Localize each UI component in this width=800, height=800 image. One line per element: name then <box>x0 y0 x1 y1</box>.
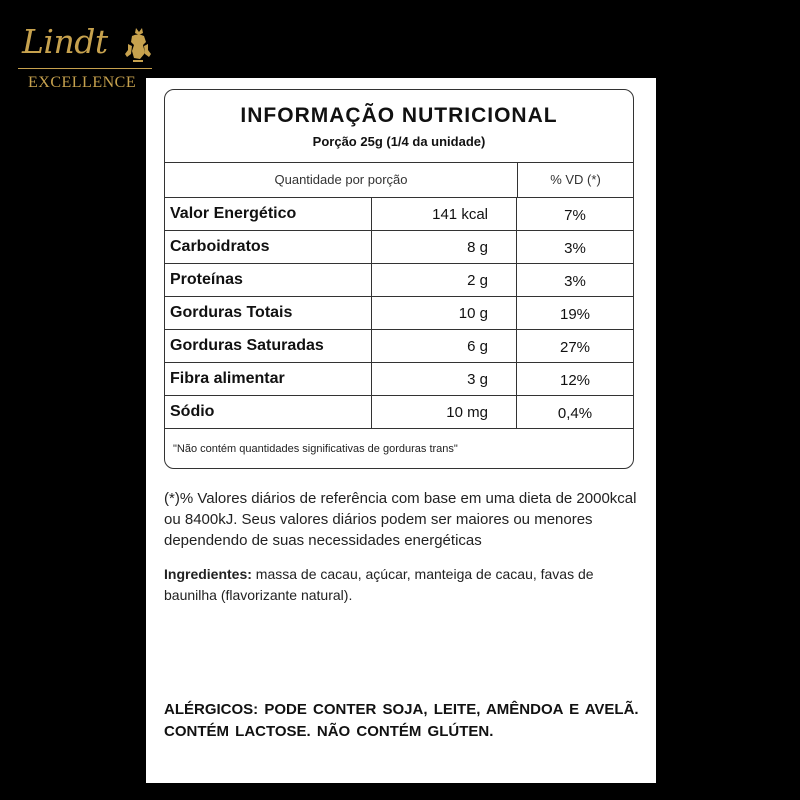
nutrient-name: Proteínas <box>165 264 372 296</box>
ingredients-text: massa de cacau, açúcar, manteiga de cacau, favas de baunilha (flavorizante natural). <box>164 566 594 603</box>
nutrient-row <box>165 330 633 363</box>
column-header-vd: % VD (*) <box>550 172 601 187</box>
nutrition-table <box>164 89 634 469</box>
nutrient-daily-value: 0,4% <box>557 405 593 422</box>
ingredients <box>164 564 644 606</box>
brand-logo <box>18 22 158 102</box>
nutrient-daily-value: 3% <box>564 240 586 257</box>
nutrient-row <box>165 396 633 429</box>
nutrient-name: Valor Energético <box>165 198 372 230</box>
daily-value-note: (*)% Valores diários de referência com base em uma dieta de 2000kcal ou 8400kJ. Seus valores diários podem ser maiores ou menores dependendo de suas necessidades energéticas <box>164 490 637 549</box>
nutrient-row <box>165 231 633 264</box>
table-title: INFORMAÇÃO NUTRICIONAL <box>240 104 558 127</box>
ingredients-label: Ingredientes: <box>164 566 252 582</box>
nutrient-row <box>165 363 633 396</box>
lion-crest-icon <box>118 24 158 64</box>
allergens-statement: ALÉRGICOS: PODE CONTER SOJA, LEITE, AMÊNDOA E AVELÃ. CONTÉM LACTOSE. NÃO CONTÉM GLÚTEN. <box>164 701 639 740</box>
table-body <box>165 198 633 429</box>
nutrient-quantity: 141 kcal <box>372 198 517 230</box>
trans-fat-footnote: "Não contém quantidades significativas de gorduras trans" <box>173 443 458 455</box>
nutrient-name: Sódio <box>165 396 372 428</box>
nutrient-daily-value: 3% <box>564 273 586 290</box>
nutrient-row <box>165 297 633 330</box>
nutrient-quantity: 8 g <box>372 231 517 263</box>
brand-script-name: Lindt <box>22 22 108 61</box>
nutrient-daily-value: 12% <box>559 372 591 389</box>
nutrient-quantity: 2 g <box>372 264 517 296</box>
nutrient-quantity: 10 mg <box>372 396 517 428</box>
brand-line-name: EXCELLENCE <box>28 74 137 91</box>
table-header <box>165 162 633 198</box>
nutrient-daily-value: 7% <box>564 207 586 224</box>
nutrient-row <box>165 198 633 231</box>
column-header-quantity: Quantidade por porção <box>165 163 518 197</box>
nutrient-daily-value: 19% <box>559 306 591 323</box>
portion-size: Porção 25g (1/4 da unidade) <box>312 134 486 149</box>
label-panel <box>146 78 656 783</box>
nutrient-name: Carboidratos <box>165 231 372 263</box>
nutrient-name: Fibra alimentar <box>165 363 372 395</box>
nutrient-name: Gorduras Totais <box>165 297 372 329</box>
nutrient-quantity: 6 g <box>372 330 517 362</box>
nutrient-row <box>165 264 633 297</box>
nutrient-daily-value: 27% <box>559 339 591 356</box>
nutrient-quantity: 10 g <box>372 297 517 329</box>
nutrient-name: Gorduras Saturadas <box>165 330 372 362</box>
brand-divider <box>18 68 152 69</box>
nutrient-quantity: 3 g <box>372 363 517 395</box>
